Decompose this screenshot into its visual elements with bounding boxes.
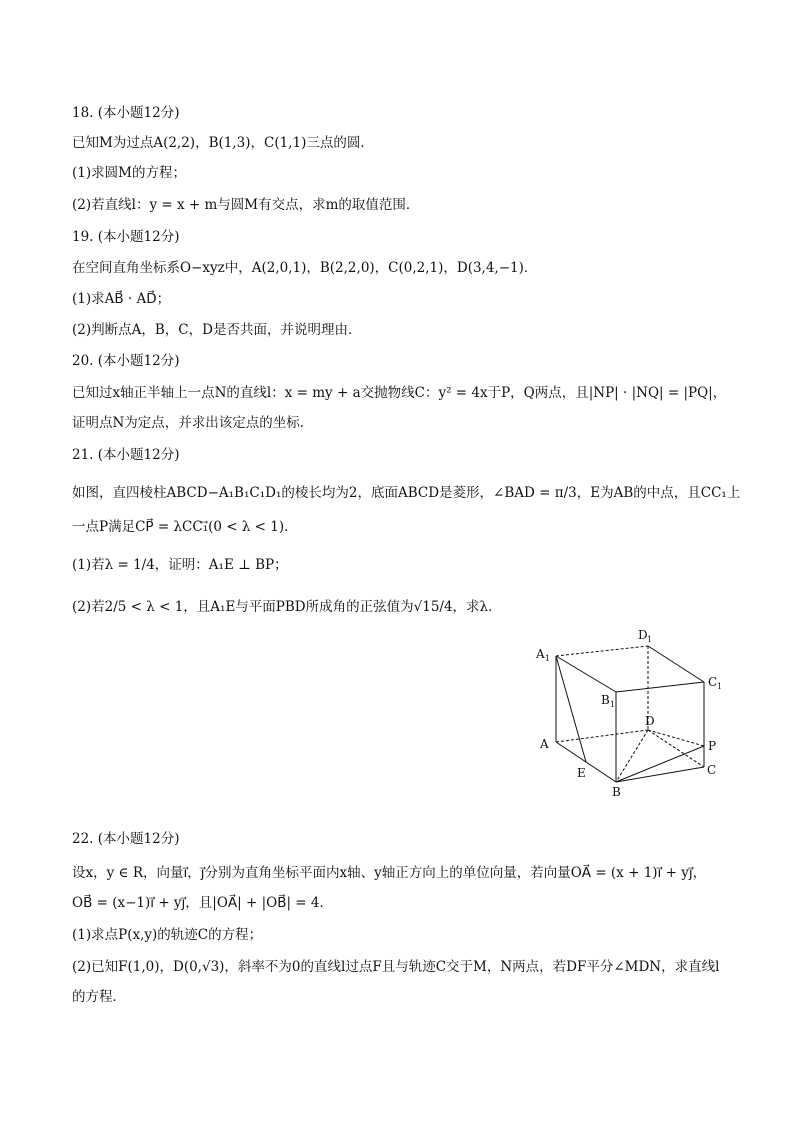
label-B1: B (601, 693, 610, 707)
q18-part2: (2)若直线l：y = x + m与圆M有交点，求m的取值范围． (72, 197, 420, 213)
q22-part2: (2)已知F(1,0)，D(0,√3)，斜率不为0的直线l过点F且与轨迹C交于M，N两点，若DF平分∠MDN，求直线l (72, 959, 720, 975)
label-C: C (707, 763, 717, 777)
q22-stem: 设x，y ∈ R，向量i⃗，j⃗分别为直角坐标平面内x轴、y轴正方向上的单位向量，若向量OA⃗ = (x + 1)i⃗ + yj⃗， (72, 865, 707, 881)
label-B: B (612, 785, 621, 799)
q18-stem: 已知M为过点A(2,2)，B(1,3)，C(1,1)三点的圆． (72, 135, 374, 151)
q22-part2-cont: 的方程． (72, 989, 126, 1005)
q20-header: 20. (本小题12分) (72, 353, 180, 369)
q21-part2: (2)若2/5 < λ < 1，且A₁E与平面PBD所成角的正弦值为√15/4，求λ． (72, 599, 502, 615)
q18-part1: (1)求圆M的方程； (72, 165, 186, 181)
label-B1-sub: 1 (610, 700, 616, 709)
q19-stem: 在空间直角坐标系O−xyz中，A(2,0,1)，B(2,2,0)，C(0,2,1)，D(3,4,−1)． (72, 260, 538, 276)
label-A: A (540, 737, 549, 751)
q20-stem-cont: 证明点N为定点，并求出该定点的坐标． (72, 415, 314, 431)
label-P: P (708, 739, 717, 753)
prism-figure (528, 622, 728, 802)
q22-header: 22. (本小题12分) (72, 831, 180, 847)
q21-part1: (1)若λ = 1/4，证明：A₁E ⊥ BP； (72, 557, 288, 573)
q22-stem-cont: OB⃗ = (x−1)i⃗ + yj⃗，且|OA⃗| + |OB⃗| = 4． (72, 895, 333, 911)
q22-part1: (1)求点P(x,y)的轨迹C的方程； (72, 927, 263, 943)
label-E: E (577, 766, 586, 780)
label-A1-sub: 1 (545, 654, 551, 663)
q18-header: 18. (本小题12分) (72, 105, 180, 121)
label-D: D (645, 714, 655, 728)
q21-header: 21. (本小题12分) (72, 447, 180, 463)
label-A1: A (536, 647, 545, 661)
label-C1: C (708, 675, 718, 689)
label-D1-sub: 1 (647, 635, 653, 644)
q19-part2: (2)判断点A，B，C，D是否共面，并说明理由． (72, 322, 362, 338)
q21-stem: 如图，直四棱柱ABCD−A₁B₁C₁D₁的棱长均为2，底面ABCD是菱形，∠BAD = π/3，E为AB的中点，且CC₁上 (72, 485, 741, 501)
label-C1-sub: 1 (717, 682, 723, 691)
label-D1: D (638, 628, 648, 642)
q21-stem-cont: 一点P满足CP⃗ = λCC₁⃗(0 < λ < 1)． (72, 519, 298, 535)
q20-stem: 已知过x轴正半轴上一点N的直线l：x = my + a交抛物线C：y² = 4x于P，Q两点，且|NP| · |NQ| = |PQ|， (72, 385, 727, 401)
q19-header: 19. (本小题12分) (72, 229, 180, 245)
q19-part1: (1)求AB⃗ · AD⃗； (72, 291, 171, 307)
